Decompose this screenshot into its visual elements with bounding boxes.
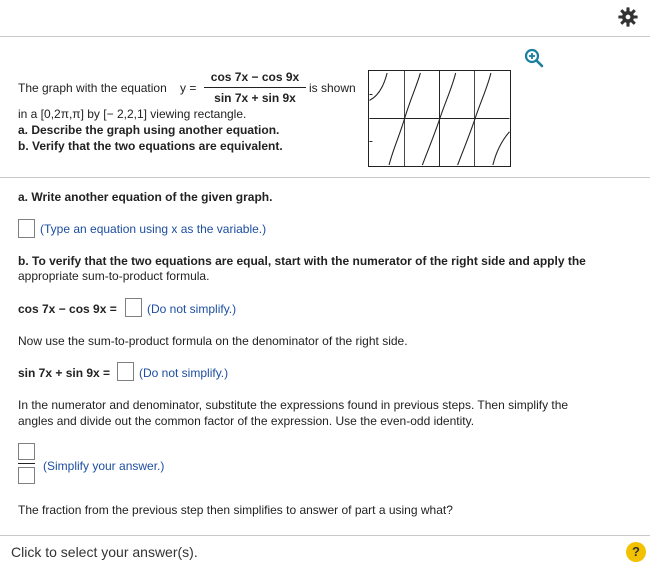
- question-b-prompt-line1: b. To verify that the two equations are equal, start with the numerator of the right side and apply the: [18, 254, 586, 268]
- help-button[interactable]: ?: [626, 542, 646, 562]
- substitute-prompt-line2: angles and divide out the common factor of the expression. Use the even-odd identity.: [18, 414, 475, 428]
- fraction-bar: [204, 87, 306, 88]
- numerator-label: cos 7x − cos 9x =: [18, 302, 117, 316]
- denominator-input[interactable]: [117, 362, 134, 381]
- footer-divider: [0, 535, 650, 536]
- graph-image: [368, 70, 511, 167]
- question-a-prompt: a. Write another equation of the given graph.: [18, 190, 273, 204]
- denominator-hint: (Do not simplify.): [139, 366, 229, 380]
- answer-a-hint: (Type an equation using x as the variable.): [40, 222, 267, 236]
- denominator-prompt: Now use the sum-to-product formula on the denominator of the right side.: [18, 334, 408, 348]
- problem-lead: The graph with the equation: [18, 81, 167, 95]
- final-prompt: The fraction from the previous step then simplifies to answer of part a using what?: [18, 503, 453, 517]
- section-divider: [0, 177, 650, 178]
- problem-viewing-rect: in a [0,2π,π] by [− 2,2,1] viewing rectangle.: [18, 107, 247, 121]
- denominator-label: sin 7x + sin 9x =: [18, 366, 111, 380]
- fraction-numerator: cos 7x − cos 9x: [210, 70, 300, 84]
- problem-part-a: a. Describe the graph using another equation.: [18, 123, 280, 137]
- zoom-in-icon[interactable]: [524, 48, 544, 68]
- gear-icon[interactable]: [617, 6, 639, 28]
- simplified-hint: (Simplify your answer.): [43, 459, 165, 473]
- question-b-prompt-line2: appropriate sum-to-product formula.: [18, 269, 210, 283]
- simplified-denominator-input[interactable]: [18, 467, 35, 484]
- footer-instruction: Click to select your answer(s).: [11, 544, 198, 560]
- substitute-prompt-line1: In the numerator and denominator, substitute the expressions found in previous steps. Then simplify the: [18, 398, 569, 412]
- answer-a-input[interactable]: [18, 219, 35, 238]
- top-divider: [0, 36, 650, 37]
- problem-tail: is shown: [309, 81, 356, 95]
- numerator-hint: (Do not simplify.): [147, 302, 237, 316]
- problem-y-eq: y =: [180, 81, 197, 95]
- fraction-denominator: sin 7x + sin 9x: [214, 91, 296, 105]
- simplified-fraction-bar: [18, 463, 35, 464]
- numerator-input[interactable]: [125, 298, 142, 317]
- problem-part-b: b. Verify that the two equations are equivalent.: [18, 139, 283, 153]
- simplified-numerator-input[interactable]: [18, 443, 35, 460]
